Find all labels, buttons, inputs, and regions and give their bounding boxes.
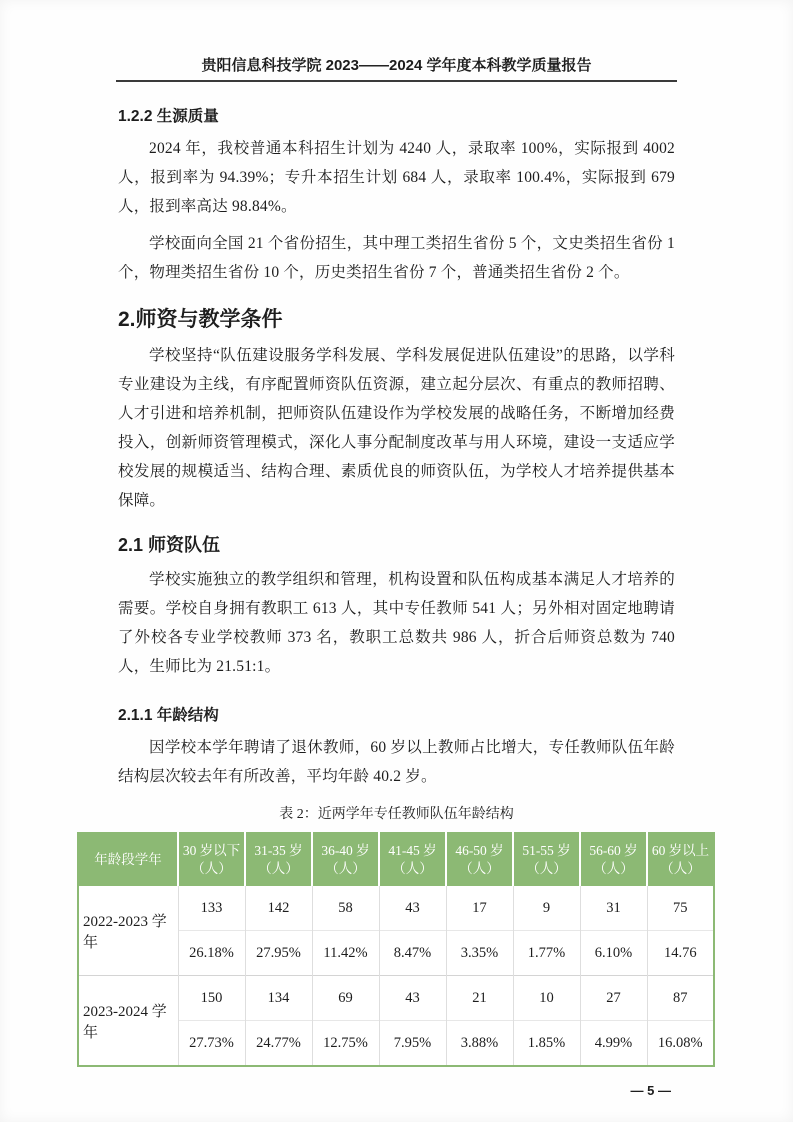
heading-2: 2.师资与教学条件 (118, 308, 283, 331)
table-percent-cell: 7.95% (379, 1021, 446, 1067)
table-col-header: 60 岁以上 （人） (647, 833, 714, 886)
table-count-cell: 58 (312, 886, 379, 931)
table-count-cell: 21 (446, 976, 513, 1021)
table-count-cell: 87 (647, 976, 714, 1021)
table-percent-cell: 6.10% (580, 931, 647, 976)
table-percent-cell: 26.18% (178, 931, 245, 976)
table-year-cell: 2023-2024 学年 (78, 976, 178, 1067)
table-percent-cell: 3.35% (446, 931, 513, 976)
table-col-header: 41-45 岁 （人） (379, 833, 446, 886)
table-percent-cell: 1.85% (513, 1021, 580, 1067)
table-col-header: 31-35 岁 （人） (245, 833, 312, 886)
table-percent-cell: 3.88% (446, 1021, 513, 1067)
paragraph-province-stats: 学校面向全国 21 个省份招生，其中理工类招生省份 5 个，文史类招生省份 1 个，物理类招生省份 10 个，历史类招生省份 7 个，普通类招生省份 2 个。 (118, 235, 675, 281)
table-col-header: 51-55 岁 （人） (513, 833, 580, 886)
table-corner-header: 年龄段学年 (78, 833, 178, 886)
table-count-cell: 27 (580, 976, 647, 1021)
table-col-header: 36-40 岁 （人） (312, 833, 379, 886)
table-percent-cell: 16.08% (647, 1021, 714, 1067)
table-count-cell: 133 (178, 886, 245, 931)
table-row (78, 976, 714, 1021)
table-count-cell: 150 (178, 976, 245, 1021)
paragraph-faculty-numbers: 学校实施独立的教学组织和管理，机构设置和队伍构成基本满足人才培养的需要。学校自身拥有教职工 613 人，其中专任教师 541 人；另外相对固定地聘请了外校各专业学校教师 373 名，教职工总数共 986 人，折合后师资总数为 740 人，生师比为 21.51:1。 (118, 571, 675, 675)
table-count-cell: 43 (379, 886, 446, 931)
table-col-header: 30 岁以下 （人） (178, 833, 245, 886)
table-row (78, 886, 714, 931)
table-count-cell: 75 (647, 886, 714, 931)
page-number: — 5 — (630, 1083, 671, 1098)
table-caption: 表 2：近两学年专任教师队伍年龄结构 (279, 807, 514, 822)
paragraph-enrollment-stats: 2024 年，我校普通本科招生计划为 4240 人，录取率 100%，实际报到 4002 人，报到率为 94.39%；专升本招生计划 684 人，录取率 100.4%，实际报到 679 人，报到率高达 98.84%。 (118, 140, 675, 215)
paragraph-age-structure: 因学校本学年聘请了退休教师，60 岁以上教师占比增大，专任教师队伍年龄结构层次较去年有所改善，平均年龄 40.2 岁。 (118, 739, 675, 785)
table-count-cell: 9 (513, 886, 580, 931)
table-percent-cell: 27.95% (245, 931, 312, 976)
table-percent-cell: 8.47% (379, 931, 446, 976)
table-header-row (78, 833, 714, 886)
age-structure-table (77, 832, 715, 1067)
table-percent-cell: 12.75% (312, 1021, 379, 1067)
table-percent-cell: 4.99% (580, 1021, 647, 1067)
paragraph-faculty-strategy: 学校坚持“队伍建设服务学科发展、学科发展促进队伍建设”的思路，以学科专业建设为主线，有序配置师资队伍资源，建立起分层次、有重点的教师招聘、人才引进和培养机制，把师资队伍建设作为学校发展的战略任务，不断增加经费投入，创新师资管理模式，深化人事分配制度改革与用人环境，建设一支适应学校发展的规模适当、结构合理、素质优良的师资队伍，为学校人才培养提供基本保障。 (118, 347, 675, 509)
table-year-cell: 2022-2023 学年 (78, 886, 178, 976)
table-percent-cell: 11.42% (312, 931, 379, 976)
table-percent-cell: 1.77% (513, 931, 580, 976)
table-count-cell: 134 (245, 976, 312, 1021)
table-col-header: 56-60 岁 （人） (580, 833, 647, 886)
table-count-cell: 142 (245, 886, 312, 931)
running-head-title: 贵阳信息科技学院 2023——2024 学年度本科教学质量报告 (116, 56, 677, 82)
table-percent-cell: 14.76 (647, 931, 714, 976)
table-count-cell: 31 (580, 886, 647, 931)
table-col-header: 46-50 岁 （人） (446, 833, 513, 886)
table-count-cell: 10 (513, 976, 580, 1021)
table-count-cell: 69 (312, 976, 379, 1021)
table-percent-cell: 27.73% (178, 1021, 245, 1067)
heading-2-1: 2.1 师资队伍 (118, 535, 221, 555)
table-percent-cell: 24.77% (245, 1021, 312, 1067)
table-count-cell: 17 (446, 886, 513, 931)
heading-2-1-1: 2.1.1 年龄结构 (118, 707, 219, 724)
table-count-cell: 43 (379, 976, 446, 1021)
heading-1-2-2: 1.2.2 生源质量 (118, 108, 219, 125)
